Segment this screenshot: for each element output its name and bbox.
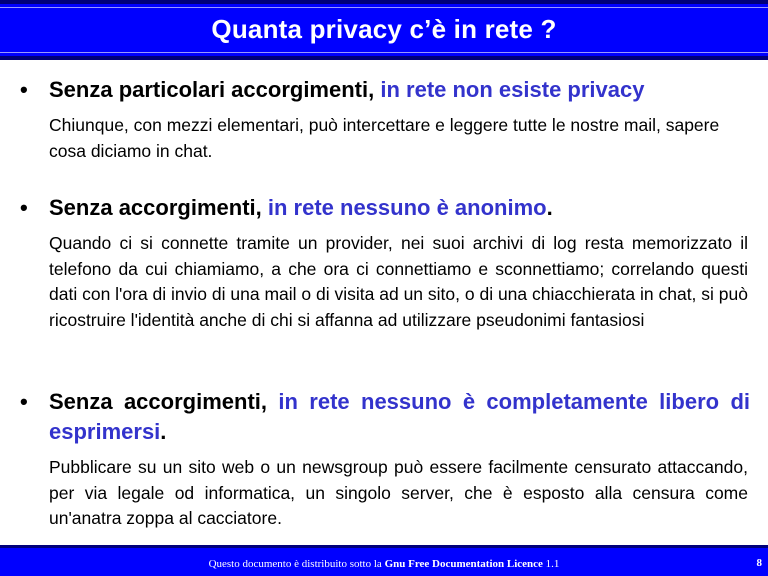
footer-version: 1.1 [545,558,560,570]
bullet-highlight: in rete non esiste privacy [380,77,645,102]
bullet-lead: Senza particolari accorgimenti, [49,77,375,102]
footer-prefix: Questo documento è distribuito sotto la [208,558,382,570]
bullet-lead: Senza accorgimenti, [49,195,262,220]
bullet-body: Quando ci si connette tramite un provider, nei suoi archivi di log resta memorizzato il telefono da cui chiamiamo, a che ora ci connettiamo e sconnettiamo; correlando questi dati con l'ora di invio di una mail o di visita ad un sito, o di una chiacchierata in chat, si può ricostruire l'identità anche di chi si affanna ad utilizzare pseudonimi fantasiosi [49,233,748,330]
bullet-body: Pubblicare su un sito web o un newsgroup può essere facilmente censurato attaccando, per via legale od informatica, un singolo server, che è esposto alla censura come un'anatra zoppa al cacciatore. [49,457,748,528]
bullet-dot-icon: • [20,195,28,220]
bullet-tail: . [160,419,167,444]
bullet-body: Chiunque, con mezzi elementari, può intercettare e leggere tutte le nostre mail, sapere cosa diciamo in chat. [49,115,720,161]
bullet-heading [20,75,750,105]
bullet-dot-icon: • [20,389,28,414]
bullet-item-anonymity [20,193,750,333]
footer-licence-link[interactable]: Gnu Free Documentation Licence [384,558,543,570]
bullet-dot-icon: • [20,77,28,102]
bullet-item-expression [20,387,750,532]
bullet-lead: Senza accorgimenti, [49,389,267,414]
footer-licence-notice [0,558,768,570]
bullet-heading [20,387,750,447]
bullet-item-privacy [20,75,750,164]
title-bar-top-line [0,7,768,8]
bullet-highlight: in rete nessuno è completamente libero di esprimersi [49,389,750,444]
bullet-tail: . [546,195,553,220]
footer-bar [0,545,768,576]
slide-title: Quanta privacy c’è in rete ? [211,14,557,44]
bullet-highlight: in rete nessuno è anonimo [267,195,547,220]
title-bar-bottom-line [0,52,768,53]
page-number: 8 [756,557,762,569]
bullet-heading [20,193,750,223]
